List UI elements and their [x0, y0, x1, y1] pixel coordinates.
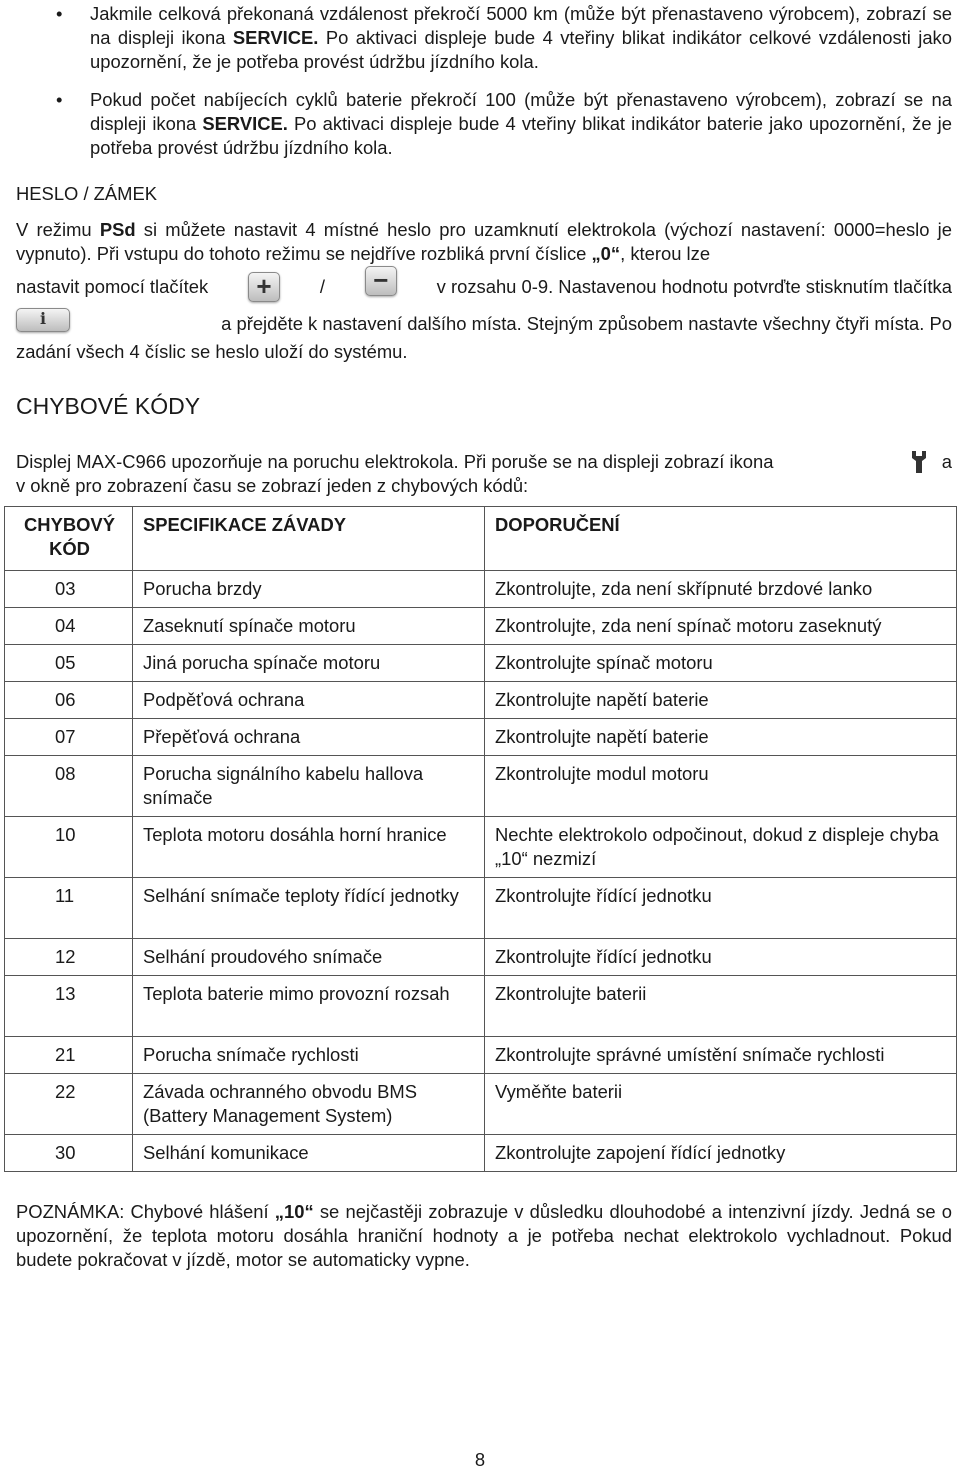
recommendation-cell: Zkontrolujte, zda není spínač motoru zaseknutý — [485, 608, 957, 645]
paragraph-text: nastavit pomocí tlačítek — [16, 276, 209, 297]
spec-cell: Selhání proudového snímače — [133, 939, 485, 976]
table-row — [5, 939, 957, 976]
table-row — [5, 878, 957, 939]
password-paragraph — [16, 218, 952, 266]
spec-cell: Porucha brzdy — [133, 571, 485, 608]
bullet-icon: • — [56, 89, 63, 110]
recommendation-cell: Zkontrolujte napětí baterie — [485, 719, 957, 756]
bullet-text: Jakmile celková překonaná vzdálenost překročí 5000 km (může být přenastaveno výrobcem), zobrazí se na displeji ikona — [90, 3, 952, 48]
table-row — [5, 571, 957, 608]
list-item — [16, 88, 952, 160]
recommendation-cell: Zkontrolujte spínač motoru — [485, 645, 957, 682]
info-button-icon: i — [16, 308, 70, 332]
error-code-cell: 03 — [5, 571, 133, 608]
error-codes-intro — [16, 450, 952, 498]
mode-name: PSd — [99, 219, 136, 240]
spec-cell: Teplota baterie mimo provozní rozsah — [133, 976, 485, 1037]
table-row — [5, 817, 957, 878]
table-row — [5, 976, 957, 1037]
error-codes-table — [4, 506, 957, 1172]
spec-cell: Selhání snímače teploty řídící jednotky — [133, 878, 485, 939]
recommendation-cell: Zkontrolujte napětí baterie — [485, 682, 957, 719]
table-row — [5, 1037, 957, 1074]
table-row — [5, 756, 957, 817]
recommendation-cell: Zkontrolujte, zda není skřípnuté brzdové lanko — [485, 571, 957, 608]
table-header-row — [5, 507, 957, 571]
table-row — [5, 1135, 957, 1172]
error-code-cell: 10 — [5, 817, 133, 878]
blinking-digit: „0“ — [591, 243, 621, 264]
bullet-text: Po aktivaci displeje bude 4 vteřiny blikat indikátor celkové vzdálenosti jako upozornění, že je potřeba provést údržbu jízdního kola. — [90, 27, 952, 72]
service-keyword: SERVICE. — [232, 27, 319, 48]
error-code-cell: 08 — [5, 756, 133, 817]
password-section-title: HESLO / ZÁMEK — [16, 183, 158, 204]
paragraph-line — [16, 450, 952, 474]
column-header-code: CHYBOVÝ KÓD — [5, 507, 133, 571]
error-code-cell: 11 — [5, 878, 133, 939]
error-code-cell: 12 — [5, 939, 133, 976]
paragraph-text: , kterou lze — [620, 243, 711, 264]
recommendation-cell: Zkontrolujte řídící jednotku — [485, 878, 957, 939]
spec-cell: Jiná porucha spínače motoru — [133, 645, 485, 682]
list-item — [16, 2, 952, 74]
error-codes-title: CHYBOVÉ KÓDY — [16, 393, 201, 419]
paragraph-text: v okně pro zobrazení času se zobrazí jeden z chybových kódů: — [16, 475, 529, 496]
bullet-icon: • — [56, 3, 63, 24]
paragraph-text: Displej MAX-C966 upozorňuje na poruchu elektrokola. Při poruše se na displeji zobrazí ikona — [16, 451, 774, 472]
recommendation-cell: Nechte elektrokolo odpočinout, dokud z displeje chyba „10“ nezmizí — [485, 817, 957, 878]
recommendation-cell: Zkontrolujte řídící jednotku — [485, 939, 957, 976]
spec-cell: Podpěťová ochrana — [133, 682, 485, 719]
paragraph-text: si můžete nastavit 4 místné heslo pro uzamknutí elektrokola (výchozí nastavení: 0000=heslo je vypnuto). Při vstupu do tohoto režimu se nejdříve rozbliká první číslice — [16, 219, 952, 264]
table-row — [5, 719, 957, 756]
error-code-highlight: „10“ — [274, 1201, 314, 1222]
minus-button-icon: − — [365, 266, 397, 296]
wrench-icon — [910, 450, 928, 474]
paragraph-text: / — [319, 276, 325, 297]
table-row — [5, 682, 957, 719]
paragraph-line — [16, 308, 952, 340]
table-row — [5, 1074, 957, 1135]
spec-cell: Zaseknutí spínače motoru — [133, 608, 485, 645]
recommendation-cell: Zkontrolujte správné umístění snímače rychlosti — [485, 1037, 957, 1074]
column-header-spec: SPECIFIKACE ZÁVADY — [133, 507, 485, 571]
service-keyword: SERVICE. — [202, 113, 288, 134]
error-code-cell: 05 — [5, 645, 133, 682]
spec-cell: Závada ochranného obvodu BMS (Battery Management System) — [133, 1074, 485, 1135]
bullet-text: Po aktivaci displeje bude 4 vteřiny blikat indikátor baterie jako upozornění, že je potřeba provést údržbu jízdního kola. — [90, 113, 952, 158]
paragraph-text: se nejčastěji zobrazuje v důsledku dlouhodobé a intenzivní jízdy. Jedná se o upozornění, že teplota motoru dosáhla hraniční hodnoty a je potřeba nechat elektrokolo vychladnout. Pokud budete pokračovat v jízdě, motor se automaticky vypne. — [16, 1201, 953, 1270]
table-row — [5, 645, 957, 682]
paragraph-text: a — [941, 451, 952, 472]
recommendation-cell: Zkontrolujte zapojení řídící jednotky — [485, 1135, 957, 1172]
table-row — [5, 608, 957, 645]
paragraph-line — [16, 266, 952, 308]
password-paragraph-end: zadání všech 4 číslic se heslo uloží do systému. — [16, 341, 408, 362]
spec-cell: Teplota motoru dosáhla horní hranice — [133, 817, 485, 878]
column-header-recommendation: DOPORUČENÍ — [485, 507, 957, 571]
error-code-cell: 04 — [5, 608, 133, 645]
password-section-body — [16, 218, 952, 364]
recommendation-cell: Zkontrolujte modul motoru — [485, 756, 957, 817]
error-code-cell: 30 — [5, 1135, 133, 1172]
paragraph-text: a přejděte k nastavení dalšího místa. Stejným způsobem nastavte všechny čtyři místa. Po — [221, 313, 952, 334]
error-code-cell: 21 — [5, 1037, 133, 1074]
note-paragraph — [16, 1200, 952, 1272]
spec-cell: Porucha signálního kabelu hallova snímače — [133, 756, 485, 817]
error-code-cell: 22 — [5, 1074, 133, 1135]
spec-cell: Selhání komunikace — [133, 1135, 485, 1172]
paragraph-text: POZNÁMKA: Chybové hlášení — [16, 1201, 275, 1222]
page-number: 8 — [474, 1449, 486, 1470]
bullet-text: Pokud počet nabíjecích cyklů baterie překročí 100 (může být přenastaveno výrobcem), zobrazí se na displeji ikona — [90, 89, 952, 134]
error-code-cell: 06 — [5, 682, 133, 719]
error-code-cell: 13 — [5, 976, 133, 1037]
spec-cell: Porucha snímače rychlosti — [133, 1037, 485, 1074]
recommendation-cell: Vyměňte baterii — [485, 1074, 957, 1135]
spec-cell: Přepěťová ochrana — [133, 719, 485, 756]
error-code-cell: 07 — [5, 719, 133, 756]
service-bullet-list — [16, 2, 952, 174]
recommendation-cell: Zkontrolujte baterii — [485, 976, 957, 1037]
paragraph-text: v rozsahu 0-9. Nastavenou hodnotu potvrďte stisknutím tlačítka — [436, 276, 952, 297]
plus-button-icon: + — [248, 272, 280, 302]
paragraph-text: V režimu — [16, 219, 100, 240]
